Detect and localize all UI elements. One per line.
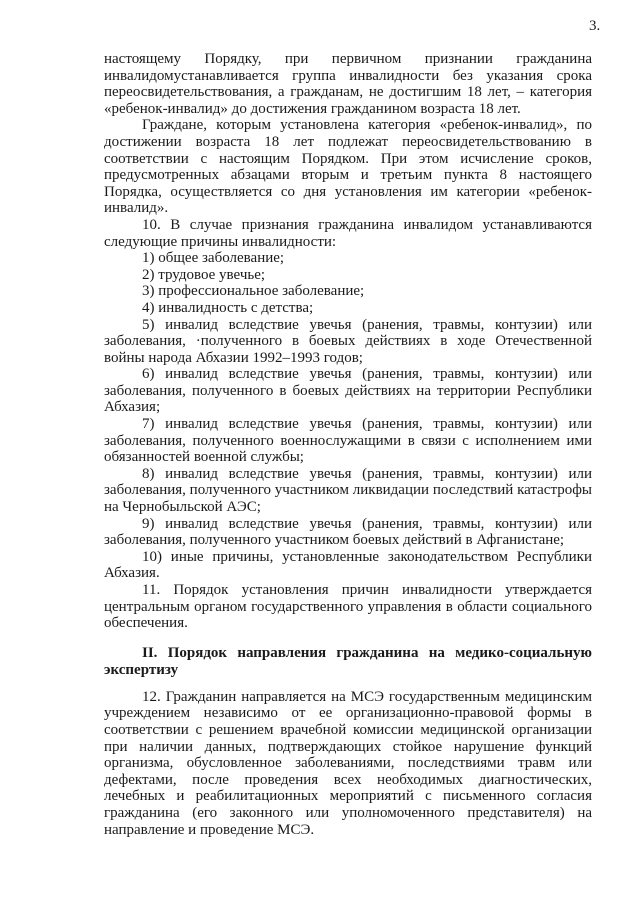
paragraph: 4) инвалидность с детства; bbox=[142, 299, 314, 316]
paragraph: 5) инвалид вследствие увечья (ранения, травмы, контузии) или заболевания, ·полученного в боевых действиях в ходе Отечественной войны народа Абхазии 1992–1993 годов; bbox=[104, 316, 592, 366]
paragraph: 8) инвалид вследствие увечья (ранения, травмы, контузии) или заболевания, полученного участником ликвидации последствий катастрофы на Чернобыльской АЭС; bbox=[104, 465, 592, 516]
paragraph: 11. Порядок установления причин инвалидности утверждается центральным органом государственного управления в области социального обеспечения. bbox=[104, 582, 592, 632]
paragraph: 7) инвалид вследствие увечья (ранения, травмы, контузии) или заболевания, полученного военнослужащими в связи с исполнением ими обязанностей военной службы; bbox=[104, 416, 592, 466]
paragraph: 1) общее заболевание; bbox=[142, 250, 285, 267]
paragraphs-before-heading bbox=[104, 51, 592, 632]
paragraph: 10) иные причины, установленные законодательством Республики Абхазия. bbox=[104, 548, 592, 582]
paragraph: 3) профессиональное заболевание; bbox=[142, 283, 365, 300]
paragraph: 12. Гражданин направляется на МСЭ государственным медицинским учреждением независимо от ее организационно-правовой формы в соответствии с решением врачебной комиссии медицинской организации при наличии данных, подтверждающих стойкое нарушение функций организма, обусловленное заболеваниями, последствиями травм или дефектами, после проведения всех необходимых диагностических, лечебных и реабилитационных мероприятий с письменного согласия гражданина (его законного или уполномоченного представителя) на направление и проведение МСЭ. bbox=[104, 688, 592, 838]
document-body bbox=[104, 51, 592, 838]
paragraph: 9) инвалид вследствие увечья (ранения, травмы, контузии) или заболевания, полученного участником боевых действий в Афганистане; bbox=[104, 515, 592, 549]
paragraph: 6) инвалид вследствие увечья (ранения, травмы, контузии) или заболевания, полученного в боевых действиях на территории Республики Абхазия; bbox=[104, 366, 592, 416]
section-heading: II. Порядок направления гражданина на медико-социальную экспертизу bbox=[104, 644, 592, 678]
paragraph: 10. В случае признания гражданина инвалидом устанавливаются следующие причины инвалидности: bbox=[104, 216, 592, 250]
page-number: 3. bbox=[589, 18, 601, 34]
paragraph: настоящему Порядку, при первичном признании гражданина инвалидомустанавливается группа инвалидности без указания срока переосвидетельствования, а гражданам, не достигшим 18 лет, – категория «ребенок-инвалид» до достижения гражданином возраста 18 лет. bbox=[104, 51, 592, 117]
paragraph: 2) трудовое увечье; bbox=[142, 266, 266, 283]
paragraph: Граждане, которым установлена категория «ребенок-инвалид», по достижении возраста 18 лет подлежат переосвидетельствованию в соответствии с настоящим Порядком. При этом исчисление сроков, предусмотренных абзацами вторым и третьим пункта 8 настоящего Порядка, осуществляется со дня установления им категории «ребенок-инвалид». bbox=[104, 117, 592, 217]
paragraphs-after-heading bbox=[104, 689, 592, 838]
